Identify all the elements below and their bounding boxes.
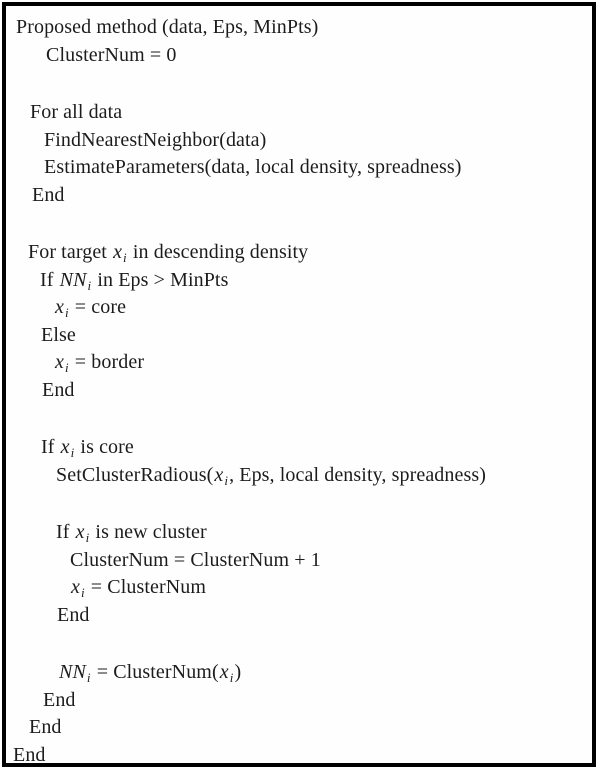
code-line	[6, 659, 592, 687]
math-var: x	[55, 351, 64, 373]
code-text: If	[41, 436, 60, 458]
code-line	[6, 547, 592, 575]
code-text: For target	[28, 241, 113, 263]
code-line	[6, 99, 592, 127]
blank-line	[6, 489, 592, 519]
code-line	[6, 574, 592, 602]
code-text: is new cluster	[90, 521, 207, 543]
math-var: x	[71, 576, 80, 598]
code-line	[6, 349, 592, 377]
math-subscript: i	[224, 472, 229, 488]
math-subscript: i	[80, 585, 85, 600]
code-line	[6, 602, 592, 630]
pseudocode-figure-box	[2, 2, 596, 767]
code-text: End	[42, 378, 75, 401]
code-text: ClusterNum = 0	[46, 43, 177, 66]
code-text: End	[13, 743, 46, 766]
math-var: x	[60, 436, 70, 458]
code-text: End	[32, 183, 65, 206]
code-text: EstimateParameters(data, local density, spreadness)	[44, 156, 462, 178]
code-line	[6, 182, 592, 210]
math-var: NN	[59, 268, 87, 291]
code-line	[6, 714, 592, 742]
code-line	[6, 127, 592, 155]
code-text: in descending density	[127, 241, 309, 263]
code-text: in Eps > MinPts	[92, 268, 229, 291]
math-var: NN	[59, 661, 86, 683]
code-line	[6, 462, 592, 490]
code-text: Proposed method (data, Eps, MinPts)	[16, 16, 319, 38]
code-text: End	[29, 716, 62, 738]
code-line	[6, 742, 592, 770]
code-line	[6, 14, 592, 42]
blank-line	[6, 629, 592, 659]
code-line	[6, 239, 592, 267]
math-subscript: i	[64, 360, 69, 375]
math-var: x	[214, 463, 224, 486]
math-subscript: i	[87, 277, 92, 293]
code-text: Else	[41, 323, 76, 346]
code-text: End	[57, 603, 90, 626]
math-subscript: i	[123, 250, 127, 265]
pseudocode-lines	[6, 14, 592, 769]
code-line	[6, 42, 592, 70]
code-line	[6, 294, 592, 322]
code-text: = ClusterNum	[85, 576, 207, 598]
code-text: )	[234, 661, 242, 683]
code-line	[6, 434, 592, 462]
code-text: End	[43, 688, 76, 711]
code-text: For all data	[30, 101, 123, 123]
code-text: = border	[69, 351, 145, 373]
code-line	[6, 687, 592, 715]
blank-line	[6, 69, 592, 99]
code-text: , Eps, local density, spreadness)	[229, 463, 487, 486]
code-line	[6, 377, 592, 405]
code-text: FindNearestNeighbor(data)	[44, 128, 267, 151]
math-subscript: i	[86, 670, 91, 685]
code-text: SetClusterRadious(	[56, 463, 214, 486]
math-subscript: i	[85, 530, 90, 545]
code-line	[6, 519, 592, 547]
math-subscript: i	[70, 445, 75, 460]
math-subscript: i	[229, 670, 234, 685]
code-text: ClusterNum = ClusterNum + 1	[70, 548, 321, 571]
code-line	[6, 267, 592, 295]
math-var: x	[113, 241, 123, 263]
math-var: x	[219, 661, 229, 683]
math-var: x	[75, 521, 85, 543]
blank-line	[6, 404, 592, 434]
blank-line	[6, 209, 592, 239]
code-line	[6, 154, 592, 182]
code-text: is core	[75, 436, 134, 458]
code-text: = core	[69, 296, 127, 318]
math-var: x	[55, 296, 64, 318]
code-line	[6, 322, 592, 350]
code-text: If	[40, 268, 59, 291]
code-text: If	[56, 521, 75, 543]
math-subscript: i	[64, 305, 69, 320]
code-text: = ClusterNum(	[91, 661, 219, 683]
